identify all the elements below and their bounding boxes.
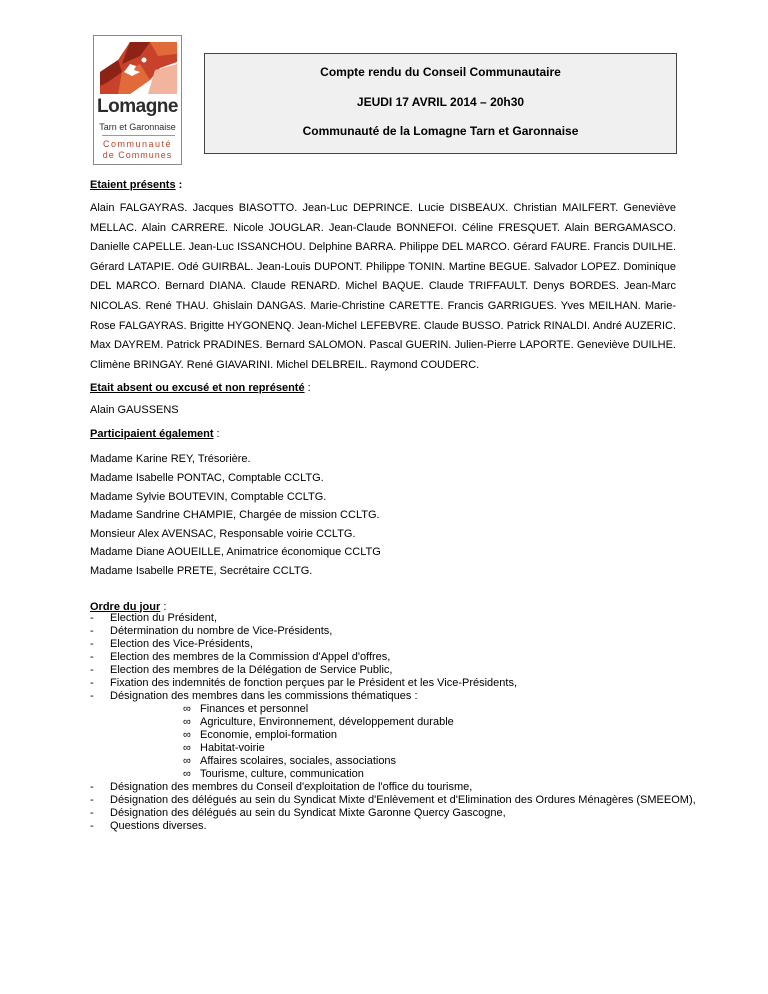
participant-item: Madame Karine REY, Trésorière.	[90, 453, 251, 466]
participant-item: Madame Diane AOUEILLE, Animatrice économique CCLTG	[90, 546, 381, 559]
agenda-item: - Désignation des délégués au sein du Syndicat Mixte d'Enlèvement et d'Elimination des Ordures Ménagères (SMEEOM),	[90, 794, 696, 806]
agenda-item: - Désignation des membres dans les commissions thématiques :	[90, 690, 418, 702]
agenda-item: - Questions diverses.	[90, 820, 207, 832]
absent-heading: Etait absent ou excusé et non représenté :	[90, 382, 311, 395]
bullet-icon: ∞	[183, 755, 191, 767]
agenda-heading: Ordre du jour :	[90, 600, 167, 613]
bullet-icon: ∞	[183, 729, 191, 741]
participants-list	[90, 450, 676, 580]
participant-item: Monsieur Alex AVENSAC, Responsable voirie CCLTG.	[90, 527, 356, 540]
agenda-sub-item: ∞ Economie, emploi-formation	[183, 729, 337, 741]
logo-divider	[102, 135, 175, 136]
logo-line-2: de Communes	[102, 150, 173, 160]
logo-subtitle: Tarn et Garonnaise	[99, 122, 176, 132]
agenda-list	[90, 612, 730, 833]
organization-name: Communauté de la Lomagne Tarn et Garonnaise	[302, 124, 579, 138]
meeting-date: JEUDI 17 AVRIL 2014 – 20h30	[356, 95, 525, 109]
agenda-item: - Désignation des délégués au sein du Syndicat Mixte Garonne Quercy Gascogne,	[90, 807, 506, 819]
agenda-item: - Election des membres de la Délégation de Service Public,	[90, 664, 393, 676]
presents-list: Alain FALGAYRAS. Jacques BIASOTTO. Jean-Luc DEPRINCE. Lucie DISBEAUX. Christian MAILFERT. Geneviève MELLAC. Alain CARRERE. Nicole JOUGLAR. Jean-Claude BONNEFOI. Céline FRESQUET. Alain BERGAMASCO. Danielle CAPELLE. Jean-Luc ISSANCHOU. Delphine BARRA. Philippe DEL MARCO. Gérard FAURE. Francis DUILHE. Gérard LATAPIE. Odé GUIRBAL. Jean-Louis DUPONT. Philippe TONIN. Martine BEGUE. Salvador LOPEZ. Dominique DEL MARCO. Bernard DIANA. Claude RENARD. Michel BAQUE. Claude TRIFFAULT. Denys BORDES. Jean-Marc NICOLAS. René THAU. Ghislain DANGAS. Marie-Christine CARETTE. Francis GARRIGUES. Yves MEILHAN. Marie-Rose FALGAYRAS. Brigitte HYGONENQ. Jean-Michel LEFEBVRE. Claude BUSSO. Patrick RINALDI. André AUZERIC. Max DAYREM. Patrick PRADINES. Bernard SALOMON. Pascal GUERIN. Julien-Pierre LAPORTE. Geneviève DUILHE. Climène BRINGAY. René GIAVARINI. Michel DELBREIL. Raymond COUDERC.	[90, 202, 676, 371]
logo-line-1: Communauté	[102, 139, 173, 149]
header-box	[204, 53, 677, 154]
agenda-sub-item: ∞ Agriculture, Environnement, développement durable	[183, 716, 454, 728]
bullet-icon: ∞	[183, 703, 191, 715]
agenda-item: - Désignation des membres du Conseil d'exploitation de l'office du tourisme,	[90, 781, 473, 793]
agenda-sub-item: ∞ Finances et personnel	[183, 703, 309, 715]
agenda-item: - Election des membres de la Commission d'Appel d'offres,	[90, 651, 391, 663]
logo-emblem-icon	[100, 42, 177, 94]
presents-heading: Etaient présents :	[90, 179, 183, 191]
agenda-item: - Election du Président,	[90, 612, 218, 624]
agenda-sub-item: ∞ Affaires scolaires, sociales, associations	[183, 755, 397, 767]
main-content	[90, 179, 676, 613]
agenda-item: - Détermination du nombre de Vice-Présidents,	[90, 625, 333, 637]
participant-item: Madame Sylvie BOUTEVIN, Comptable CCLTG.	[90, 490, 327, 503]
participant-item: Madame Isabelle PONTAC, Comptable CCLTG.	[90, 471, 324, 484]
bullet-icon: ∞	[183, 716, 191, 728]
agenda-item: - Fixation des indemnités de fonction perçues par le Président et les Vice-Présidents,	[90, 677, 518, 689]
absent-name: Alain GAUSSENS	[90, 404, 179, 417]
participants-heading: Participaient également :	[90, 428, 220, 441]
document-title: Compte rendu du Conseil Communautaire	[320, 65, 561, 79]
logo	[93, 35, 182, 165]
agenda-sub-item: ∞ Habitat-voirie	[183, 742, 265, 754]
bullet-icon: ∞	[183, 742, 191, 754]
agenda-sub-item: ∞ Tourisme, culture, communication	[183, 768, 364, 780]
participant-item: Madame Sandrine CHAMPIE, Chargée de mission CCLTG.	[90, 509, 380, 522]
agenda-item: - Election des Vice-Présidents,	[90, 638, 253, 650]
logo-name: Lomagne	[97, 96, 178, 117]
bullet-icon: ∞	[183, 768, 191, 780]
participant-item: Madame Isabelle PRETE, Secrétaire CCLTG.	[90, 564, 313, 577]
